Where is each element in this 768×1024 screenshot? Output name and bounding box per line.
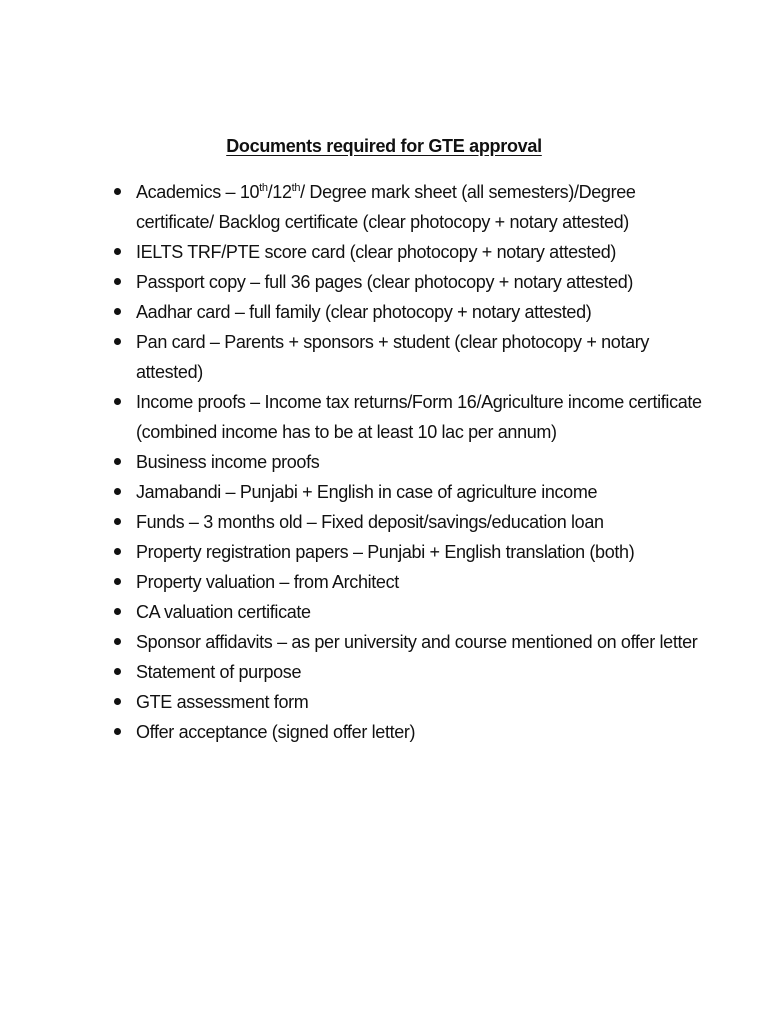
list-item-text: Property registration papers – Punjabi + English translation (both): [136, 542, 635, 562]
academics-superscript-2: th: [291, 182, 301, 194]
bullet-icon: [114, 398, 121, 405]
academics-text-part2: /12: [267, 182, 292, 202]
list-item: [112, 567, 712, 597]
list-item: [112, 477, 712, 507]
list-item-text: Sponsor affidavits – as per university and course mentioned on offer letter: [136, 632, 698, 652]
document-title-text: Documents required for GTE approval: [226, 136, 542, 156]
document-title: [0, 136, 768, 157]
list-item: [112, 657, 712, 687]
list-item: [112, 537, 712, 567]
bullet-icon: [114, 728, 121, 735]
list-item-text: IELTS TRF/PTE score card (clear photocopy + notary attested): [136, 242, 617, 262]
bullet-icon: [114, 338, 121, 345]
list-item: [112, 297, 712, 327]
bullet-icon: [114, 668, 121, 675]
list-item-text: Business income proofs: [136, 452, 320, 472]
list-item-text: Funds – 3 months old – Fixed deposit/savings/education loan: [136, 512, 604, 532]
list-item-text: Statement of purpose: [136, 662, 302, 682]
list-item-text: GTE assessment form: [136, 692, 309, 712]
academics-text-part1: Academics – 10: [136, 182, 260, 202]
list-item: [112, 237, 712, 267]
list-item: [112, 687, 712, 717]
list-item: [112, 717, 712, 747]
bullet-icon: [114, 578, 121, 585]
list-item: [112, 627, 712, 657]
list-item-text: Pan card – Parents + sponsors + student (clear photocopy + notary attested): [136, 332, 650, 382]
list-item-text: CA valuation certificate: [136, 602, 311, 622]
list-item-academics: [112, 177, 712, 237]
list-item: [112, 327, 712, 387]
bullet-icon: [114, 698, 121, 705]
bullet-icon: [114, 188, 121, 195]
list-item-text: Passport copy – full 36 pages (clear photocopy + notary attested): [136, 272, 634, 292]
bullet-icon: [114, 278, 121, 285]
bullet-icon: [114, 488, 121, 495]
list-item: [112, 507, 712, 537]
list-item-text: Jamabandi – Punjabi + English in case of agriculture income: [136, 482, 598, 502]
bullet-icon: [114, 608, 121, 615]
list-item-text: Property valuation – from Architect: [136, 572, 399, 592]
bullet-icon: [114, 518, 121, 525]
list-item: [112, 267, 712, 297]
list-item: [112, 597, 712, 627]
academics-text-part3: / Degree mark sheet (all semesters)/Degree certificate/ Backlog certificate (clear photocopy + notary attested): [136, 182, 636, 232]
requirements-list: [112, 177, 712, 747]
list-item: [112, 447, 712, 477]
bullet-icon: [114, 308, 121, 315]
academics-superscript-1: th: [259, 182, 268, 194]
list-item-text: Aadhar card – full family (clear photocopy + notary attested): [136, 302, 592, 322]
bullet-icon: [114, 638, 121, 645]
list-item: [112, 387, 712, 447]
bullet-icon: [114, 458, 121, 465]
bullet-icon: [114, 548, 121, 555]
bullet-icon: [114, 248, 121, 255]
list-item-text: Offer acceptance (signed offer letter): [136, 722, 416, 742]
list-item-text: Income proofs – Income tax returns/Form 16/Agriculture income certificate (combined income has to be at least 10 lac per annum): [136, 392, 702, 442]
